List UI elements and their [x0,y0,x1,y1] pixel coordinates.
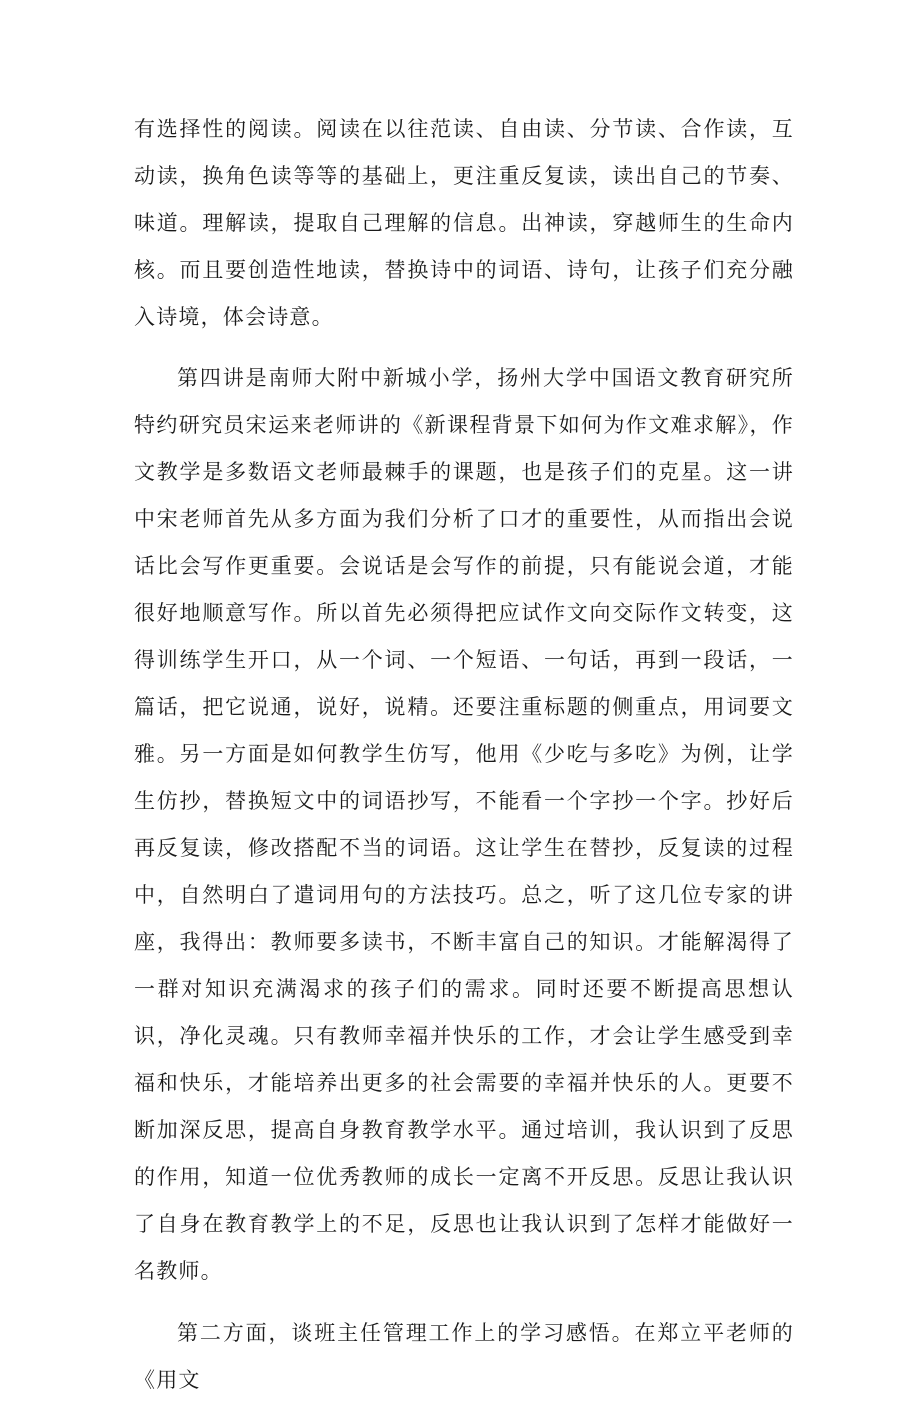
paragraph-second-aspect: 第二方面，谈班主任管理工作上的学习感悟。在郑立平老师的《用文 [134,1321,794,1392]
paragraph-fourth-lecture: 第四讲是南师大附中新城小学，扬州大学中国语文教育研究所特约研究员宋运来老师讲的《新课程背景下如何为作文难求解》，作文教学是多数语文老师最棘手的课题，也是孩子们的克星。这一讲中宋老师首先从多方面为我们分析了口才的重要性，从而指出会说话比会写作更重要。会说话是会写作的前提，只有能说会道，才能很好地顺意写作。所以首先必须得把应试作文向交际作文转变，这得训练学生开口，从一个词、一个短语、一句话，再到一段话，一篇话，把它说通，说好，说精。还要注重标题的侧重点，用词要文雅。另一方面是如何教学生仿写，他用《少吃与多吃》为例，让学生仿抄，替换短文中的词语抄写，不能看一个字抄一个字。抄好后再反复读，修改搭配不当的词语。这让学生在替抄，反复读的过程中，自然明白了遣词用句的方法技巧。总之，听了这几位专家的讲座，我得出：教师要多读书，不断丰富自己的知识。才能解渴得了一群对知识充满渴求的孩子们的需求。同时还要不断提高思想认识，净化灵魂。只有教师幸福并快乐的工作，才会让学生感受到幸福和快乐，才能培养出更多的社会需要的幸福并快乐的人。更要不断加深反思，提高自身教育教学水平。通过培训，我认识到了反思的作用，知道一位优秀教师的成长一定离不开反思。反思让我认识了自身在教育教学上的不足，反思也让我认识到了怎样才能做好一名教师。 [134,366,794,1283]
body-text [134,106,794,1404]
paragraph-reading-methods: 有选择性的阅读。阅读在以往范读、自由读、分节读、合作读，互动读，换角色读等等的基础上，更注重反复读，读出自己的节奏、味道。理解读，提取自己理解的信息。出神读，穿越师生的生命内核。而且要创造性地读，替换诗中的词语、诗句，让孩子们充分融入诗境，体会诗意。 [134,117,794,329]
